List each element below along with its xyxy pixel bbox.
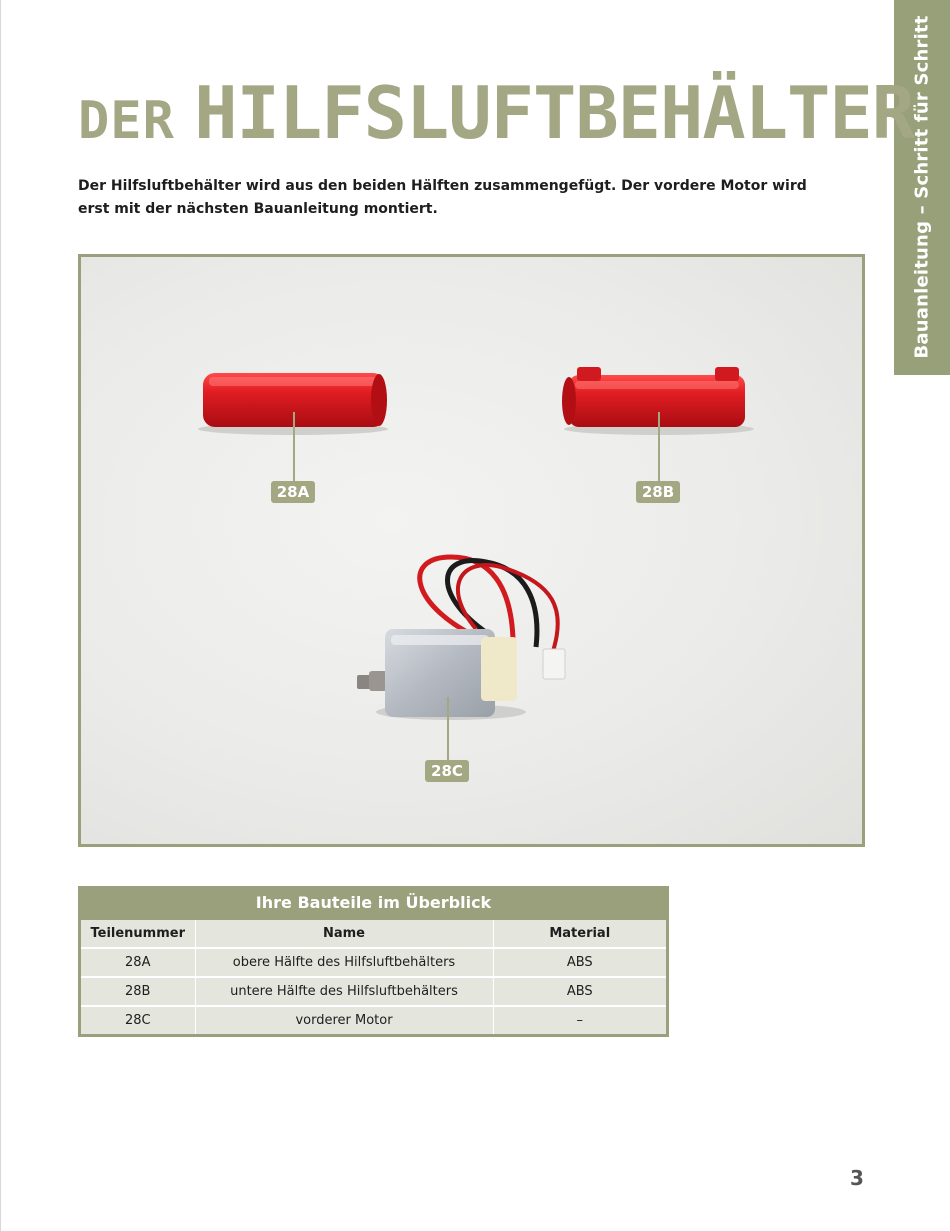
cell-material: ABS: [493, 948, 666, 977]
part-tag-28c: 28C: [425, 760, 469, 782]
cell-part-number: 28B: [81, 977, 195, 1006]
cell-material: ABS: [493, 977, 666, 1006]
table-row: [81, 948, 666, 977]
page-title-main: HILFSLUFTBEHÄLTER: [194, 71, 915, 155]
parts-table: [81, 920, 666, 1034]
cell-part-number: 28A: [81, 948, 195, 977]
page-title-article: DER: [78, 91, 175, 151]
part-28c-front-motor: [357, 557, 565, 720]
table-row: [81, 977, 666, 1006]
page-edge-rule: [0, 0, 1, 1231]
cell-material: –: [493, 1006, 666, 1034]
header-part-number: Teilenummer: [81, 920, 195, 948]
intro-text: Der Hilfsluftbehälter wird aus den beiden Hälften zusammengefügt. Der vordere Motor wird erst mit der nächsten Bauanleitung montiert.: [78, 178, 807, 217]
cell-part-number: 28C: [81, 1006, 195, 1034]
page-number: 3: [850, 1166, 864, 1190]
cell-name: obere Hälfte des Hilfsluftbehälters: [195, 948, 493, 977]
parts-table-caption: Ihre Bauteile im Überblick: [81, 886, 666, 920]
leader-line-28b: [658, 412, 660, 484]
part-tag-28b: 28B: [636, 481, 680, 503]
parts-photo: [78, 254, 865, 847]
parts-photo-drawing: [81, 257, 862, 844]
parts-overview-table: [78, 886, 669, 1037]
part-tag-28a: 28A: [271, 481, 315, 503]
cell-name: untere Hälfte des Hilfsluftbehälters: [195, 977, 493, 1006]
cell-name: vorderer Motor: [195, 1006, 493, 1034]
table-row: [81, 1006, 666, 1034]
leader-line-28a: [293, 412, 295, 484]
leader-line-28c: [447, 697, 449, 761]
header-name: Name: [195, 920, 493, 948]
chapter-side-tab-label: Bauanleitung – Schritt für Schritt: [911, 15, 933, 359]
table-header-row: [81, 920, 666, 948]
header-material: Material: [493, 920, 666, 948]
chapter-side-tab: [894, 0, 950, 375]
page-title: [78, 68, 914, 172]
